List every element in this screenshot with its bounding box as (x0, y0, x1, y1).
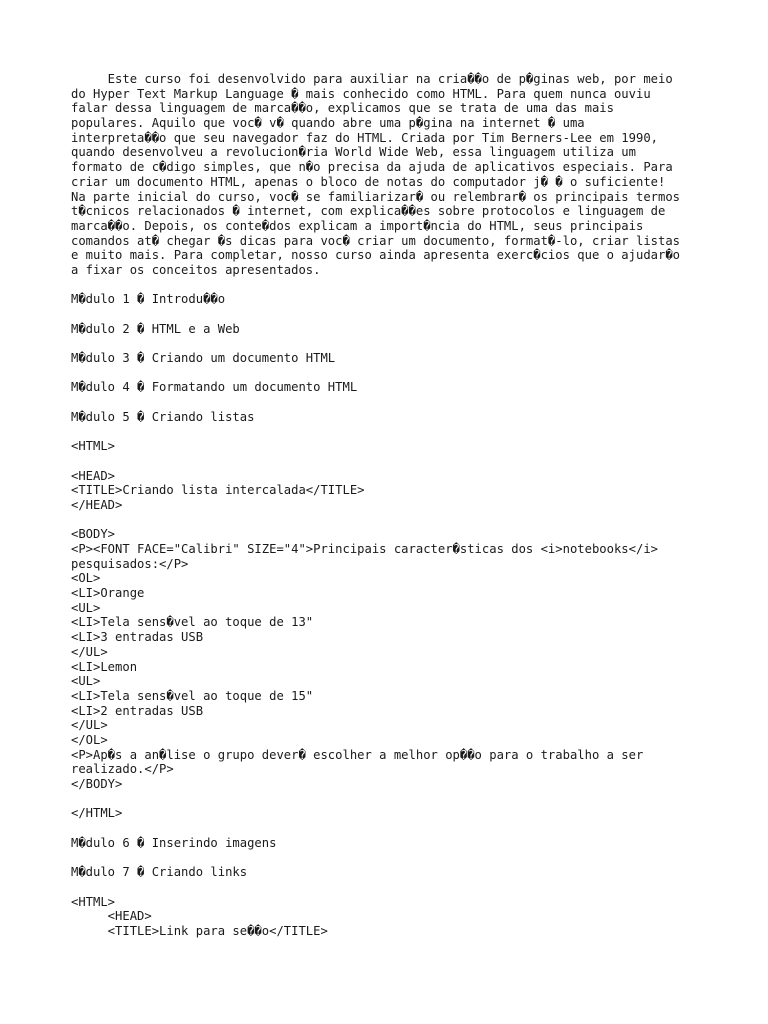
blank-line (71, 821, 711, 836)
text-line: M�dulo 7 � Criando links (71, 865, 248, 880)
text-line: comandos at� chegar �s dicas para voc� criar um documento, format�-lo, criar listas (71, 233, 681, 248)
text-line: </UL> (71, 644, 108, 659)
blank-line (71, 454, 711, 469)
text-line: <BODY> (71, 527, 116, 542)
text-line: <LI>Orange (71, 586, 145, 601)
text-line: <HTML> (71, 439, 116, 454)
text-line: e muito mais. Para completar, nosso curso ainda apresenta exerc�cios que o ajudar�o (71, 248, 681, 263)
text-line: <UL> (71, 674, 101, 689)
text-line: </HEAD> (71, 497, 123, 512)
blank-line (71, 850, 711, 865)
text-line: populares. Aquilo que voc� v� quando abre uma p�gina na internet � uma (71, 116, 585, 131)
blank-line (71, 336, 711, 351)
text-line: <LI>2 entradas USB (71, 703, 204, 718)
text-line: marca��o. Depois, os conte�dos explicam a import�ncia do HTML, seus principais (71, 218, 644, 233)
text-line: pesquisados:</P> (71, 556, 189, 571)
blank-line (71, 278, 711, 293)
text-line: </BODY> (71, 777, 123, 791)
text-line: <HEAD> (71, 468, 116, 483)
text-line: <HTML> (71, 894, 116, 909)
text-line: M�dulo 1 � Introdu��o (71, 292, 226, 307)
text-line: realizado.</P> (71, 762, 174, 777)
text-line: a fixar os conceitos apresentados. (71, 262, 321, 277)
text-line: </HTML> (71, 806, 123, 821)
text-line: </UL> (71, 718, 108, 733)
blank-line (71, 513, 711, 528)
text-line: do Hyper Text Markup Language � mais conhecido como HTML. Para quem nunca ouviu (71, 86, 651, 101)
blank-line (71, 792, 711, 807)
text-line: t�cnicos relacionados � internet, com explica��es sobre protocolos e linguagem de (71, 204, 666, 219)
text-line: <HEAD> (71, 909, 152, 924)
text-line: <P>Ap�s a an�lise o grupo dever� escolher a melhor op��o para o trabalho a ser (71, 747, 644, 762)
blank-line (71, 880, 711, 895)
text-line: M�dulo 6 � Inserindo imagens (71, 835, 277, 850)
blank-line (71, 366, 711, 381)
text-line: Na parte inicial do curso, voc� se familiarizar� ou relembrar� os principais termos (71, 189, 681, 204)
text-line: <TITLE>Criando lista intercalada</TITLE> (71, 483, 365, 498)
text-line: <LI>3 entradas USB (71, 630, 204, 645)
text-line: M�dulo 4 � Formatando um documento HTML (71, 380, 358, 395)
text-line: <LI>Tela sens�vel ao toque de 15" (71, 688, 314, 703)
text-line: M�dulo 2 � HTML e a Web (71, 321, 240, 336)
text-line: <P><FONT FACE="Calibri" SIZE="4">Principais caracter�sticas dos <i>notebooks</i> (71, 542, 658, 556)
text-line: <LI>Lemon (71, 659, 138, 674)
text-line: M�dulo 5 � Criando listas (71, 409, 255, 424)
text-line: <OL> (71, 571, 101, 586)
blank-line (71, 395, 711, 410)
text-line: <TITLE>Link para se��o</TITLE> (71, 923, 328, 938)
text-line: Este curso foi desenvolvido para auxiliar na cria��o de p�ginas web, por meio (71, 72, 673, 86)
blank-line (71, 307, 711, 322)
text-line: quando desenvolveu a revolucion�ria World Wide Web, essa linguagem utiliza um (71, 145, 636, 160)
text-line: </OL> (71, 732, 108, 747)
text-line: criar um documento HTML, apenas o bloco de notas do computador j� � o suficiente! (71, 174, 666, 189)
text-line: falar dessa linguagem de marca��o, explicamos que se trata de uma das mais (71, 101, 614, 116)
blank-line (71, 425, 711, 440)
document-text (71, 72, 711, 939)
text-line: M�dulo 3 � Criando um documento HTML (71, 351, 336, 366)
text-line: <UL> (71, 600, 101, 615)
text-line: formato de c�digo simples, que n�o precisa da ajuda de aplicativos especiais. Para (71, 160, 673, 175)
text-line: <LI>Tela sens�vel ao toque de 13" (71, 615, 314, 630)
text-line: interpreta��o que seu navegador faz do HTML. Criada por Tim Berners-Lee em 1990, (71, 130, 658, 145)
